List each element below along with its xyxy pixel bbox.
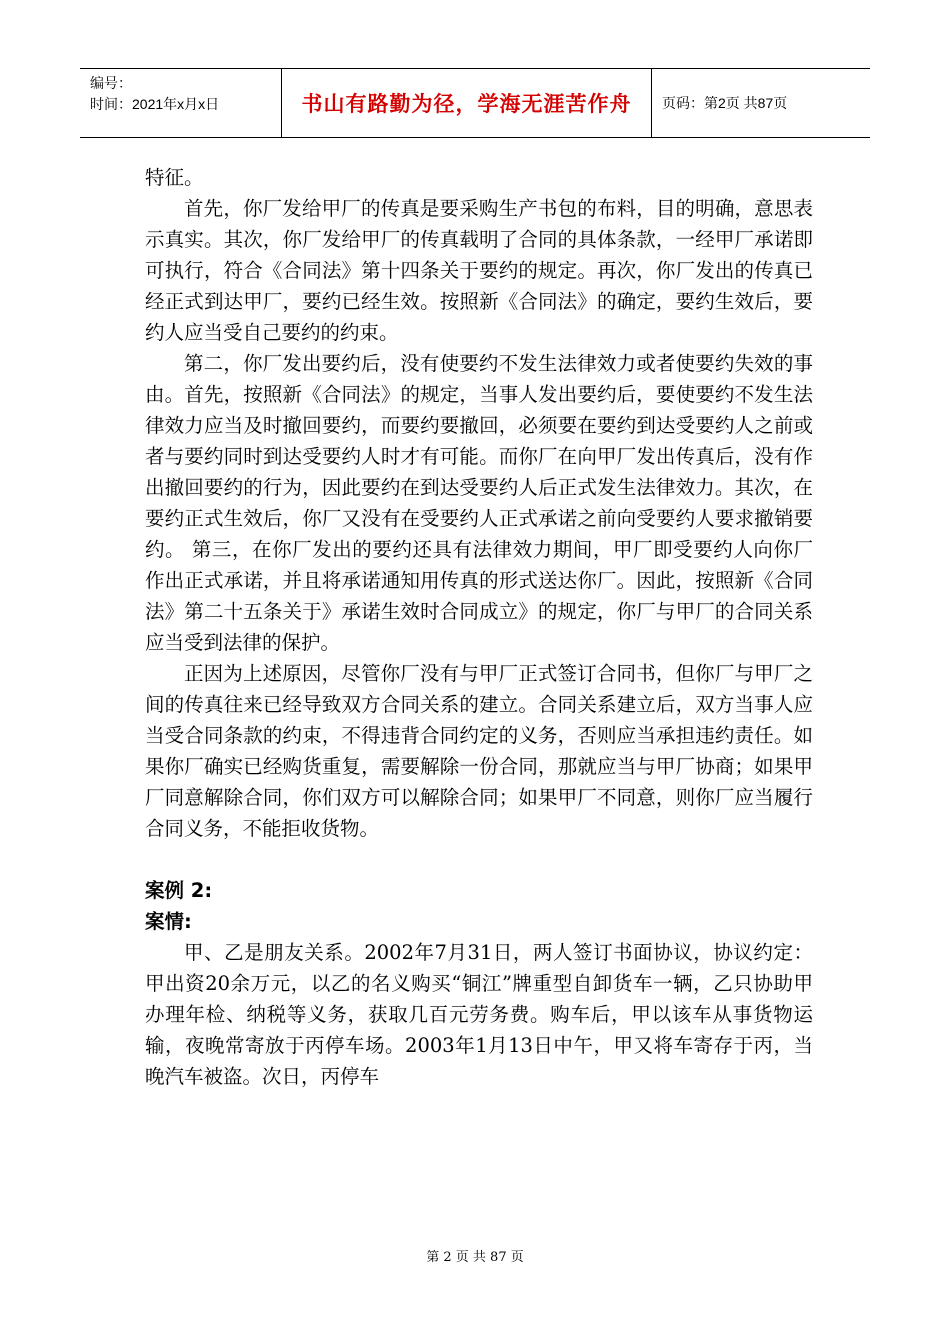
header-motto: 书山有路勤为径，学海无涯苦作舟 — [282, 69, 652, 137]
document-body — [145, 162, 813, 1092]
spacer — [145, 844, 813, 875]
header-page-info: 页码：第2页 共87页 — [662, 95, 788, 111]
paragraph: 首先，你厂发给甲厂的传真是要采购生产书包的布料，目的明确，意思表示真实。其次，你厂发给甲厂的传真载明了合同的具体条款，一经甲厂承诺即可执行，符合《合同法》第十四条关于要约的规定。再次，你厂发出的传真已经正式到达甲厂，要约已经生效。按照新《合同法》的确定，要约生效后，要约人应当受自己要约的约束。 — [145, 197, 813, 344]
number-label: 编号： — [90, 75, 132, 91]
time-label: 时间：2021年x月x日 — [90, 96, 220, 112]
page-footer: 第 2 页 共 87 页 — [426, 1250, 524, 1265]
paragraph: 甲、乙是朋友关系。2002年7月31日，两人签订书面协议，协议约定：甲出资20余万元，以乙的名义购买“铜江”牌重型自卸货车一辆，乙只协助甲办理年检、纳税等义务，获取几百元劳务费。购车后，甲以该车从事货物运输，夜晚常寄放于丙停车场。2003年1月13日中午，甲又将车寄存于丙，当晚汽车被盗。次日，丙停车 — [145, 941, 813, 1088]
paragraph: 第二，你厂发出要约后，没有使要约不发生法律效力或者使要约失效的事由。首先，按照新《合同法》的规定，当事人发出要约后，要使要约不发生法律效力应当及时撤回要约，而要约要撤回，必须要在要约到达受要约人之前或者与要约同时到达受要约人时才有可能。而你厂在向甲厂发出传真后，没有作出撤回要约的行为，因此要约在到达受要约人后正式发生法律效力。其次，在要约正式生效后，你厂又没有在受要约人正式承诺之前向受要约人要求撤销要约。 第三，在你厂发出的要约还具有法律效力期间，甲厂即受要约人向你厂作出正式承诺，并且将承诺通知用传真的形式送达你厂。因此，按照新《合同法》第二十五条关于》承诺生效时合同成立》的规定，你厂与甲厂的合同关系应当受到法律的保护。 — [145, 352, 813, 654]
case-subtitle: 案情: — [145, 910, 192, 933]
paragraph: 特征。 — [145, 166, 204, 189]
case-title: 案例 2: — [145, 879, 213, 902]
paragraph: 正因为上述原因，尽管你厂没有与甲厂正式签订合同书，但你厂与甲厂之间的传真往来已经导致双方合同关系的建立。合同关系建立后，双方当事人应当受合同条款的约束，不得违背合同约定的义务，否则应当承担违约责任。如果你厂确实已经购货重复，需要解除一份合同，那就应当与甲厂协商；如果甲厂同意解除合同，你们双方可以解除合同；如果甲厂不同意，则你厂应当履行合同义务，不能拒收货物。 — [145, 662, 813, 840]
page-header — [80, 68, 870, 138]
header-meta — [80, 69, 282, 137]
